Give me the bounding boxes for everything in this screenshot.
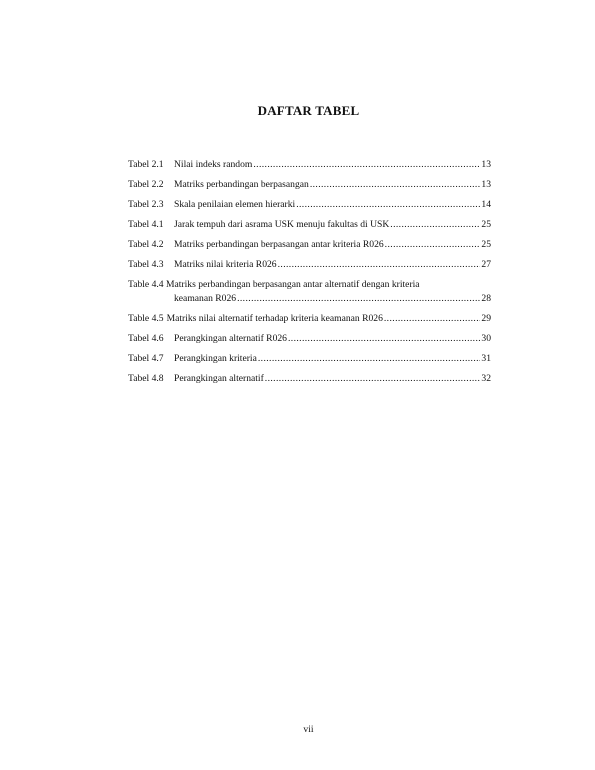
entry-page: 25 [481, 219, 491, 230]
entry-title: Perangkingan alternatif [174, 373, 264, 384]
toc-entry[interactable] [128, 219, 491, 231]
entry-number: Tabel 2.1 [128, 159, 164, 170]
page-title: DAFTAR TABEL [257, 103, 360, 118]
entry-number: Tabel 4.3 [128, 259, 164, 270]
entry-page: 25 [481, 239, 491, 250]
entry-title: Matriks nilai kriteria R026 [174, 259, 277, 270]
toc-entry[interactable] [128, 353, 491, 365]
toc-entry[interactable] [128, 333, 491, 345]
entry-page: 14 [481, 199, 491, 210]
entry-title: Matriks perbandingan berpasangan antar alternatif dengan kriteria [165, 279, 420, 290]
entry-page: 30 [481, 333, 491, 344]
toc-entry[interactable] [128, 313, 491, 325]
entry-number: Tabel 2.2 [128, 179, 164, 190]
toc-entry[interactable] [128, 259, 491, 271]
toc-entry[interactable] [128, 159, 491, 171]
entry-number: Tabel 4.8 [128, 373, 164, 384]
entry-title: Matriks perbandingan berpasangan [174, 179, 309, 190]
toc-entry[interactable] [128, 179, 491, 191]
entry-number: Tabel 2.3 [128, 199, 164, 210]
toc-entry[interactable] [128, 239, 491, 251]
dot-leader [265, 373, 481, 385]
entry-title: Matriks perbandingan berpasangan antar kriteria R026 [174, 239, 384, 250]
entry-page: 27 [481, 259, 491, 270]
entry-number: Tabel 4.6 [128, 333, 164, 344]
entry-title: Perangkingan alternatif R026 [174, 333, 287, 344]
dot-leader [253, 159, 480, 171]
entry-number: Tabel 4.7 [128, 353, 164, 364]
toc-entry[interactable] [128, 279, 491, 305]
entry-number: Tabel 4.1 [128, 219, 164, 230]
entry-page: 28 [481, 293, 491, 304]
page-number: vii [303, 724, 314, 735]
entry-page: 31 [481, 353, 491, 364]
entry-page: 13 [481, 179, 491, 190]
entry-title: Skala penilaian elemen hierarki [174, 199, 296, 210]
entry-page: 29 [481, 313, 491, 324]
entry-number: Table 4.5 [128, 313, 164, 324]
entry-page: 32 [481, 373, 491, 384]
entry-title: Perangkingan kriteria [174, 353, 257, 364]
entry-number: Tabel 4.2 [128, 239, 164, 250]
entry-title-continuation: keamanan R026 [174, 293, 237, 304]
dot-leader [288, 333, 480, 345]
dot-leader [310, 179, 481, 191]
dot-leader [296, 199, 480, 211]
dot-leader [390, 219, 480, 231]
entry-title: Matriks nilai alternatif terhadap kriteria keamanan R026 [166, 313, 383, 324]
entry-title: Nilai indeks random [174, 159, 253, 170]
dot-leader [384, 313, 481, 325]
entry-number: Table 4.4 [128, 279, 164, 290]
dot-leader [278, 259, 481, 271]
dot-leader [385, 239, 481, 251]
dot-leader [237, 293, 480, 305]
dot-leader [258, 353, 481, 365]
toc-entry[interactable] [128, 199, 491, 211]
entry-page: 13 [481, 159, 491, 170]
toc-entry[interactable] [128, 373, 491, 385]
table-of-tables [128, 159, 491, 393]
entry-title: Jarak tempuh dari asrama USK menuju fakultas di USK [174, 219, 390, 230]
